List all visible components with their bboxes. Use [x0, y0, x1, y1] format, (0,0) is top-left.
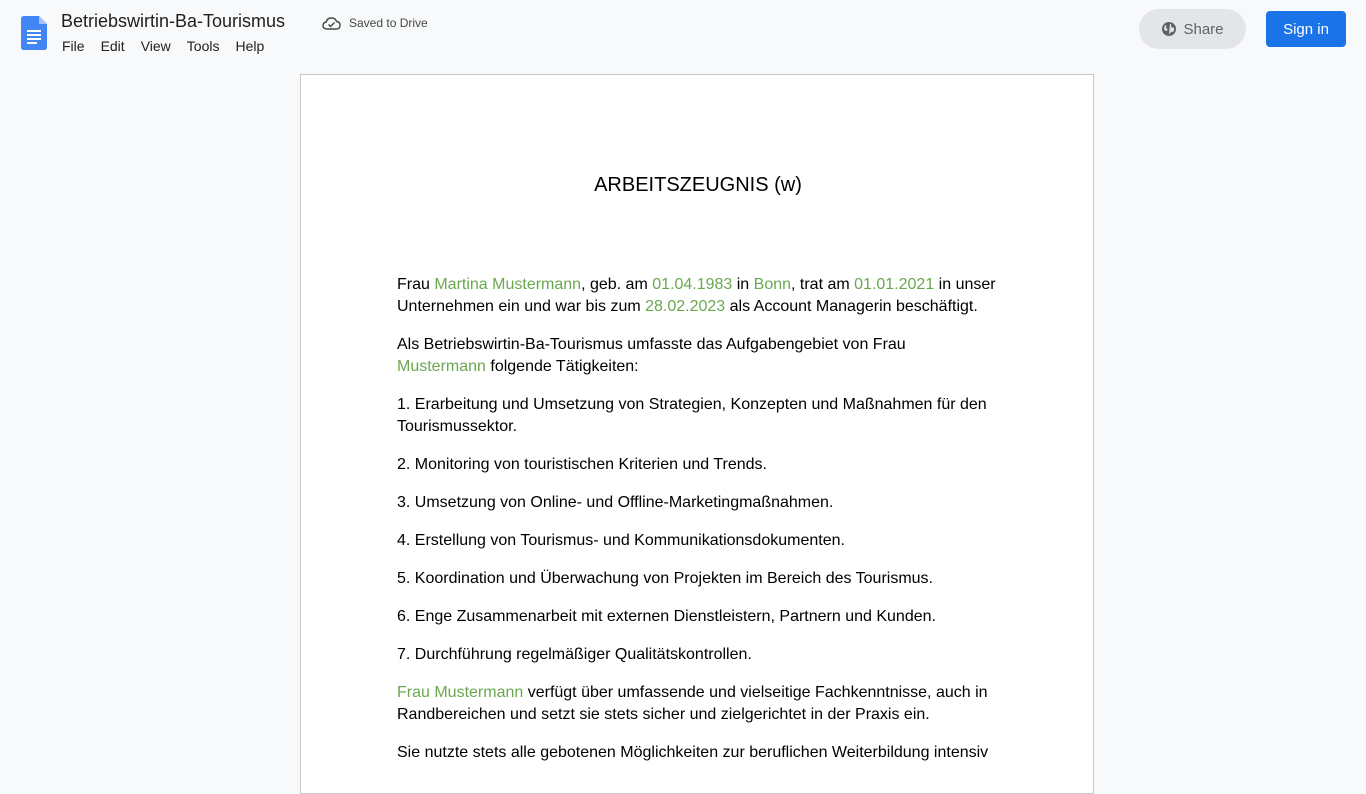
- share-button[interactable]: [1139, 9, 1246, 49]
- menu-edit[interactable]: Edit: [100, 38, 125, 54]
- text-run: Als Betriebswirtin-Ba-Tourismus umfasste das Aufgabengebiet von Frau: [397, 336, 906, 353]
- task-item: 7. Durchführung regelmäßiger Qualitätskontrollen.: [397, 646, 752, 663]
- text-run: , geb. am: [581, 276, 653, 293]
- app-header: [0, 0, 1366, 64]
- birth-city: Bonn: [753, 276, 792, 293]
- text-run: verfügt über umfassende und vielseitige Fachkenntnisse, auch in Randbereichen und setzt sie stets sicher und zielgerichtet in der Praxis ein.: [397, 684, 988, 723]
- save-status-label: Saved to Drive: [349, 16, 428, 30]
- sign-in-button[interactable]: Sign in: [1266, 11, 1346, 47]
- globe-icon: [1161, 21, 1177, 37]
- menu-tools[interactable]: Tools: [186, 38, 220, 54]
- task-item: 3. Umsetzung von Online- und Offline-Marketingmaßnahmen.: [397, 494, 834, 511]
- paragraph-training: Sie nutzte stets alle gebotenen Möglichkeiten zur beruflichen Weiterbildung intensiv: [397, 744, 989, 761]
- paragraph-skills: [397, 682, 999, 726]
- cloud-done-icon: [322, 16, 341, 30]
- menu-view[interactable]: View: [140, 38, 171, 54]
- save-status[interactable]: [322, 14, 428, 32]
- document-body: [397, 274, 999, 780]
- document-title[interactable]: Betriebswirtin-Ba-Tourismus: [61, 11, 286, 31]
- menu-file[interactable]: File: [62, 38, 85, 54]
- text-run: als Account Managerin beschäftigt.: [725, 298, 978, 315]
- text-run: , trat am: [791, 276, 855, 293]
- text-run: folgende Tätigkeiten:: [485, 358, 639, 375]
- start-date: 01.01.2021: [854, 276, 935, 293]
- task-item: 4. Erstellung von Tourismus- und Kommunikationsdokumenten.: [397, 532, 845, 549]
- task-item: 5. Koordination und Überwachung von Projekten im Bereich des Tourismus.: [397, 570, 933, 587]
- document-heading: ARBEITSZEUGNIS (w): [594, 174, 802, 196]
- menu-help[interactable]: Help: [235, 38, 265, 54]
- employee-surname: Mustermann: [397, 358, 486, 375]
- paragraph-tasks-intro: [397, 334, 999, 378]
- docs-logo-icon[interactable]: [21, 16, 47, 50]
- end-date: 28.02.2023: [645, 298, 726, 315]
- document-page[interactable]: [300, 74, 1094, 794]
- text-run: Frau: [397, 276, 435, 293]
- task-item: 1. Erarbeitung und Umsetzung von Strategien, Konzepten und Maßnahmen für den Tourismussektor.: [397, 396, 987, 435]
- birth-date: 01.04.1983: [652, 276, 733, 293]
- employee-name: Martina Mustermann: [434, 276, 582, 293]
- paragraph-intro: [397, 274, 999, 318]
- menu-bar: [54, 36, 272, 56]
- text-run: in: [732, 276, 754, 293]
- employee-name-ref: Frau Mustermann: [397, 684, 524, 701]
- task-item: 6. Enge Zusammenarbeit mit externen Dienstleistern, Partnern und Kunden.: [397, 608, 936, 625]
- text-run: in unser Unternehmen ein und war bis zum: [397, 276, 996, 315]
- task-item: 2. Monitoring von touristischen Kriterien und Trends.: [397, 456, 767, 473]
- share-label: Share: [1183, 20, 1224, 38]
